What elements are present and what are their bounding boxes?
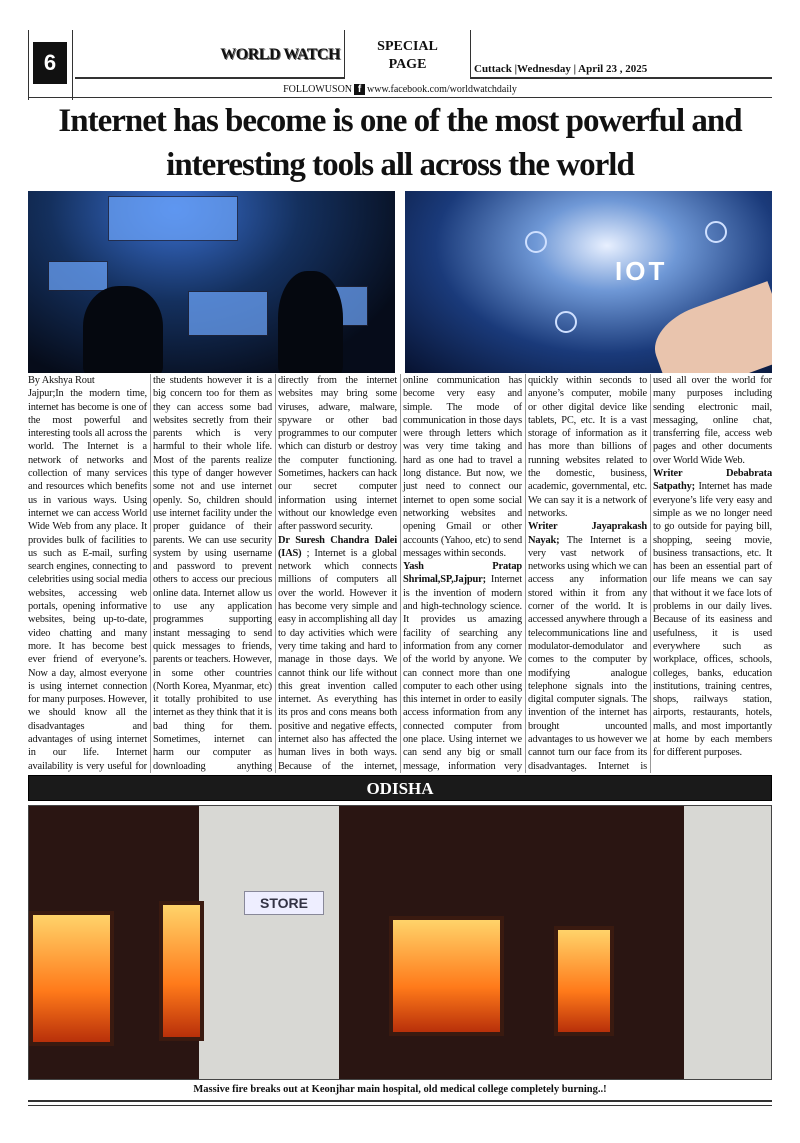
- dateline: Cuttack |Wednesday | April 23 , 2025: [474, 63, 648, 75]
- follow-us: [0, 84, 800, 95]
- rule: [28, 1100, 772, 1102]
- rule: [470, 77, 772, 79]
- page-number: 6: [33, 42, 67, 84]
- facebook-url[interactable]: www.facebook.com/worldwatchdaily: [367, 84, 517, 95]
- article-paragraph: Jajpur;In the modern time, internet has become is one of the most powerful and interesting tools all across the world. The Internet is a network of networks and collection of many services and resources which benefits us in various ways. Using internet we can access World Wide Web from any place. It provides bulk of facilities to us such as E-mail, surfing search engines, connecting to celebrities using social media websites, accessing web portals, opening informative websites, being up-to-date, video chatting and many more. It has become best ever friend of everyone’s. Now a day, almost everyone is using internet connection for many purposes. However, we should know all the disadvantages and advantages of using internet in our life. Internet availability is very useful for the students however it is a big concern too for them as they can access some bad websites secretly from their parents which is very harmful to their whole life. Most of the parents realize this type of danger however some not and use internet openly. So, children should use internet facility under the proper guidance of their parents. We can use security system by using username and password to prevent others to access our precious online data. Internet allow us to use any application programmes supporting instant messaging to send quick messages to friends, parents or teachers. However, in some other countries (North Korea, Myanmar, etc) it totally prohibited to use internet as they think that it is bad thing for them. Sometimes, internet can harm our computer as downloading anything directly from the internet websites may bring some viruses, adware, malware, spyware or other bad programmes to our computer which can disturb or destroy the computer functioning. Sometimes, hackers can hack our secret computer information using internet without our knowledge even after password security.: [28, 375, 397, 772]
- rule: [28, 97, 772, 98]
- facebook-icon: f: [354, 84, 365, 95]
- world-watch-logo: WORLD WATCH: [220, 46, 340, 63]
- article-body: [28, 373, 772, 773]
- headline: Internet has become is one of the most powerful and interesting tools all across the world: [58, 103, 742, 183]
- paragraph-text: Internet is the invention of modern and high-technology science. It provides us amazing facility of searching any information from any corner of the world by anyone. We can connect more than one computer to each other using this internet in order to easily access information from any connected computer from one place. Using internet we can send any big or small message, information very quickly within seconds to anyone’s computer, mobile or other digital device like tablets, PC, etc. It is a vast storage of information as it has more than billions of running websites related to the domestic, business, academic, governmental, etc. We can say it is a network of networks.: [403, 375, 647, 772]
- iot-label: IOT: [615, 256, 668, 286]
- store-sign: STORE: [244, 891, 324, 915]
- follow-label: FOLLOWUSON: [283, 84, 353, 95]
- article-paragraph: [653, 467, 772, 760]
- speaker-name: Dr Suresh Chandra Dalei (IAS): [278, 534, 397, 559]
- image-row: [28, 191, 772, 373]
- section-band-odisha: ODISHA: [28, 775, 772, 801]
- divider: [470, 30, 471, 78]
- speaker-name: Writer Jayaprakash Nayak;: [528, 521, 647, 546]
- rule: [75, 77, 345, 79]
- paragraph-text: ; Internet is a global network which connects millions of computers all over the world. However it has become very simple and easy in accomplishing all day to day activities which were very time taking and hard to manage in those days. We cannot think our life without this great invention called internet. As everything has its pros and cons means both positive and negative effects, internet also has affected the human lives in both ways. Because of the internet, online communication has become very easy and simple. The mode of communication in those days were through letters which was very time taking and hard as one had to travel a long distance. But now, we just need to connect our internet to open some social networking websites and opening Gmail or other accounts (Yahoo, etc) to send messages within seconds.: [278, 375, 522, 772]
- section-label-line2: PAGE: [388, 57, 427, 72]
- section-label-line1: SPECIAL: [377, 39, 438, 54]
- paragraph-text: Internet has made everyone’s life very easy and simple as we no longer need to go outside for paying bill, shopping, seeing movie, business transactions, etc. It has been an essential part of our life means we can say that without it we face lots of problems in our daily lives. Because of its easiness and usefulness, it is used everywhere such as workplace, offices, schools, colleges, banks, education institutions, training centres, shops, railways station, airports, restaurants, hotels, malls, and most importantly at home by each members for different purposes.: [653, 481, 772, 759]
- divider: [344, 30, 345, 78]
- photo-caption: Massive fire breaks out at Keonjhar main hospital, old medical college completely burning..!: [193, 1083, 607, 1095]
- byline: By Akshya Rout: [28, 375, 95, 386]
- hospital-fire-photo: [28, 805, 772, 1080]
- section-label: [360, 38, 455, 74]
- speaker-name: Yash Pratap Shrimal,SP,Jajpur;: [403, 561, 522, 586]
- paragraph-text: The Internet is a very vast network of networks using which we can access any information stored within it from any corner of the world. It is accessed anywhere through a telecommunications line and modulator-demodulator and comes to the computer by modifying analogue telephone signals into the digital computer signals. The invention of the internet has brought uncounted advantages to us however we cannot turn our face from its disadvantages. Internet is used all over the world for many purposes including sending electronic mail, messaging, online chat, transferring file, access web pages and other documents over World Wide Web.: [528, 375, 772, 772]
- iot-image: [405, 191, 772, 373]
- control-room-image: [28, 191, 395, 373]
- page-content: [28, 99, 772, 1106]
- speaker-name: Writer Debabrata Satpathy;: [653, 468, 772, 493]
- rule: [28, 1105, 772, 1106]
